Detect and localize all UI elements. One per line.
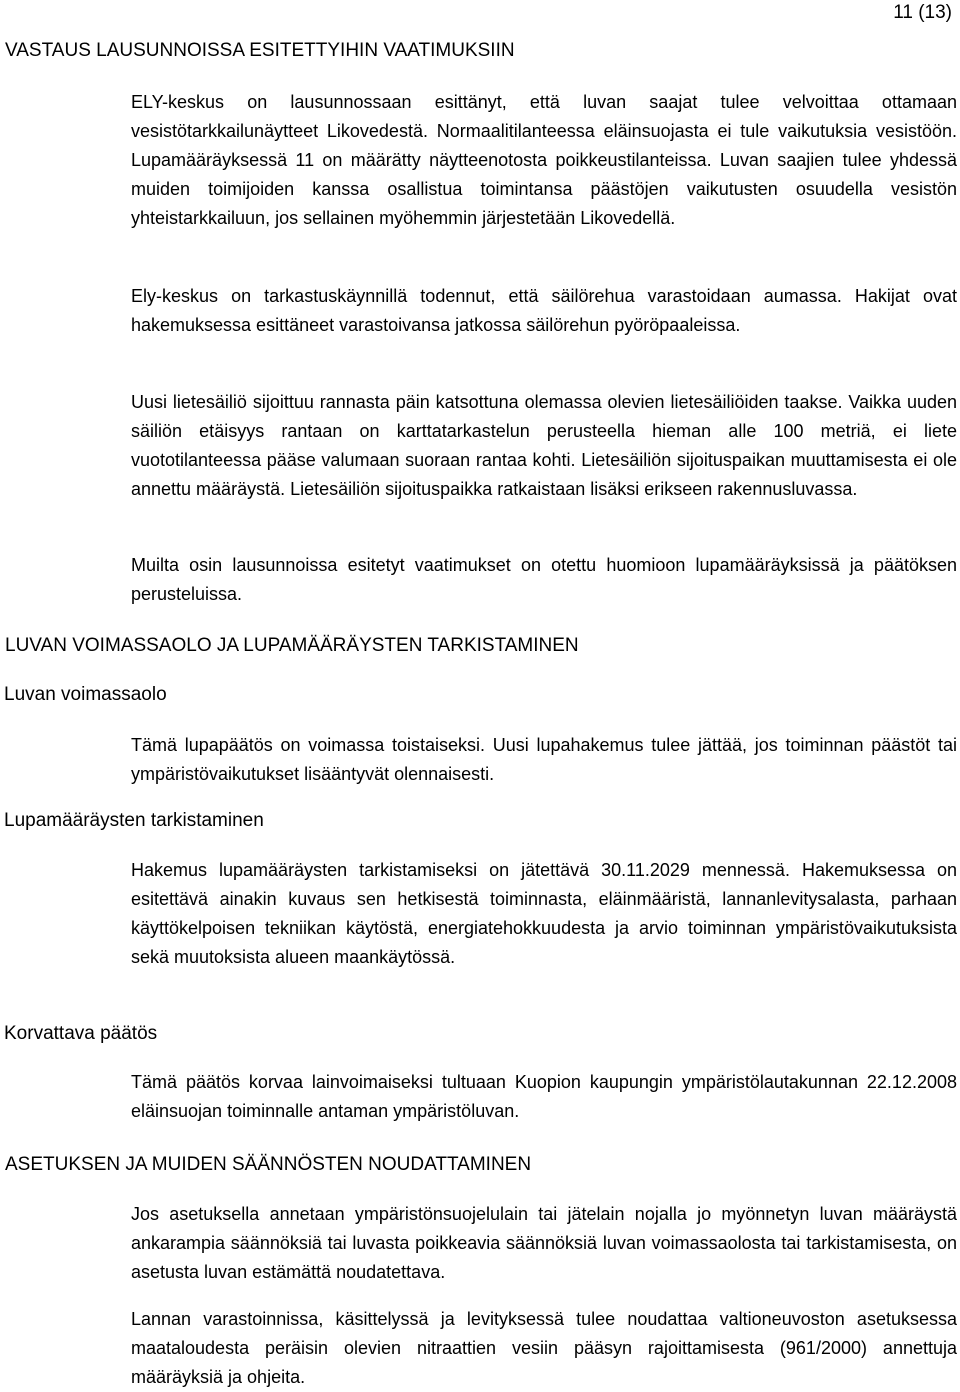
paragraph-lannan-varastointi: Lannan varastoinnissa, käsittelyssä ja levityksessä tulee noudattaa valtioneuvoston asetuksessa maataloudesta peräisin olevien nitraattien vesiin pääsyn rajoittamisesta (961/2000) annettuja määräyksiä ja ohjeita. [131,1309,957,1387]
subheading-lupamaaraysten-tarkistaminen: Lupamääräysten tarkistaminen [4,810,264,831]
subheading-luvan-voimassaolo: Luvan voimassaolo [4,684,167,705]
paragraph-lupamaaraysten-tarkistaminen: Hakemus lupamääräysten tarkistamiseksi on jätettävä 30.11.2029 mennessä. Hakemuksessa on esitettävä ainakin kuvaus sen hetkisestä toiminnasta, eläinmääristä, lannanlevitysalasta, parhaan käyttökelpoisen tekniikan käytöstä, energiatehokkuudesta ja arvio toiminnan ympäristövaikutuksista sekä muutoksista alueen maankäytössä. [131,860,957,967]
section-heading-asetukset: ASETUKSEN JA MUIDEN SÄÄNNÖSTEN NOUDATTAMINEN [5,1154,532,1175]
paragraph-korvattava-paatos: Tämä päätös korvaa lainvoimaiseksi tultuaan Kuopion kaupungin ympäristölautakunnan 22.12.2008 eläinsuojan toiminnalle antaman ympäristöluvan. [131,1072,957,1121]
paragraph-asetus-ankarampi: Jos asetuksella annetaan ympäristönsuojelulain tai jätelain nojalla jo myönnetyn luvan määräystä ankarampia säännöksiä tai luvasta poikkeavia säännöksiä luvan voimassaolosta tai tarkistamisesta, on asetusta luvan estämättä noudatettava. [131,1204,957,1282]
paragraph-sailorehu: Ely-keskus on tarkastuskäynnillä todennut, että säilörehua varastoidaan aumassa. Hakijat ovat hakemuksessa esittäneet varastoivansa jatkossa säilörehun pyöröpaaleissa. [131,286,957,335]
section-heading-vastaus: VASTAUS LAUSUNNOISSA ESITETTYIHIN VAATIMUKSIIN [5,40,515,61]
paragraph-muilta-osin: Muilta osin lausunnoissa esitetyt vaatimukset on otettu huomioon lupamääräyksissä ja päätöksen perusteluissa. [131,555,957,604]
paragraph-ely-vesistotarkkailu: ELY-keskus on lausunnossaan esittänyt, että luvan saajat tulee velvoittaa ottamaan vesistötarkkailunäytteet Likovedestä. Normaalitilanteessa eläinsuojasta ei tule vaikutuksia vesistöön. Lupamääräyksessä 11 on määrätty näytteenotosta poikkeustilanteissa. Luvan saajien tulee yhdessä muiden toimijoiden kanssa osallistua toimintansa päästöjen vaikutusten osuudella vesistön yhteistarkkailuun, jos sellainen myöhemmin järjestetään Likovedellä. [131,92,957,228]
section-heading-voimassaolo: LUVAN VOIMASSAOLO JA LUPAMÄÄRÄYSTEN TARKISTAMINEN [5,635,579,656]
subheading-korvattava-paatos: Korvattava päätös [4,1023,158,1044]
paragraph-lietesailio: Uusi lietesäiliö sijoittuu rannasta päin katsottuna olemassa olevien lietesäiliöiden taakse. Vaikka uuden säiliön etäisyys rantaan on karttatarkastelun perusteella hieman alle 100 metriä, ei liete vuototilanteessa pääse valumaan suoraan rantaa kohti. Lietesäiliön sijoituspaikan muuttamisesta ei ole annettu määräystä. Lietesäiliön sijoituspaikka ratkaistaan lisäksi erikseen rakennusluvassa. [131,392,957,499]
paragraph-luvan-voimassaolo: Tämä lupapäätös on voimassa toistaiseksi. Uusi lupahakemus tulee jättää, jos toiminnan päästöt tai ympäristövaikutukset lisääntyvät olennaisesti. [131,735,957,784]
page-number: 11 (13) [893,2,952,23]
